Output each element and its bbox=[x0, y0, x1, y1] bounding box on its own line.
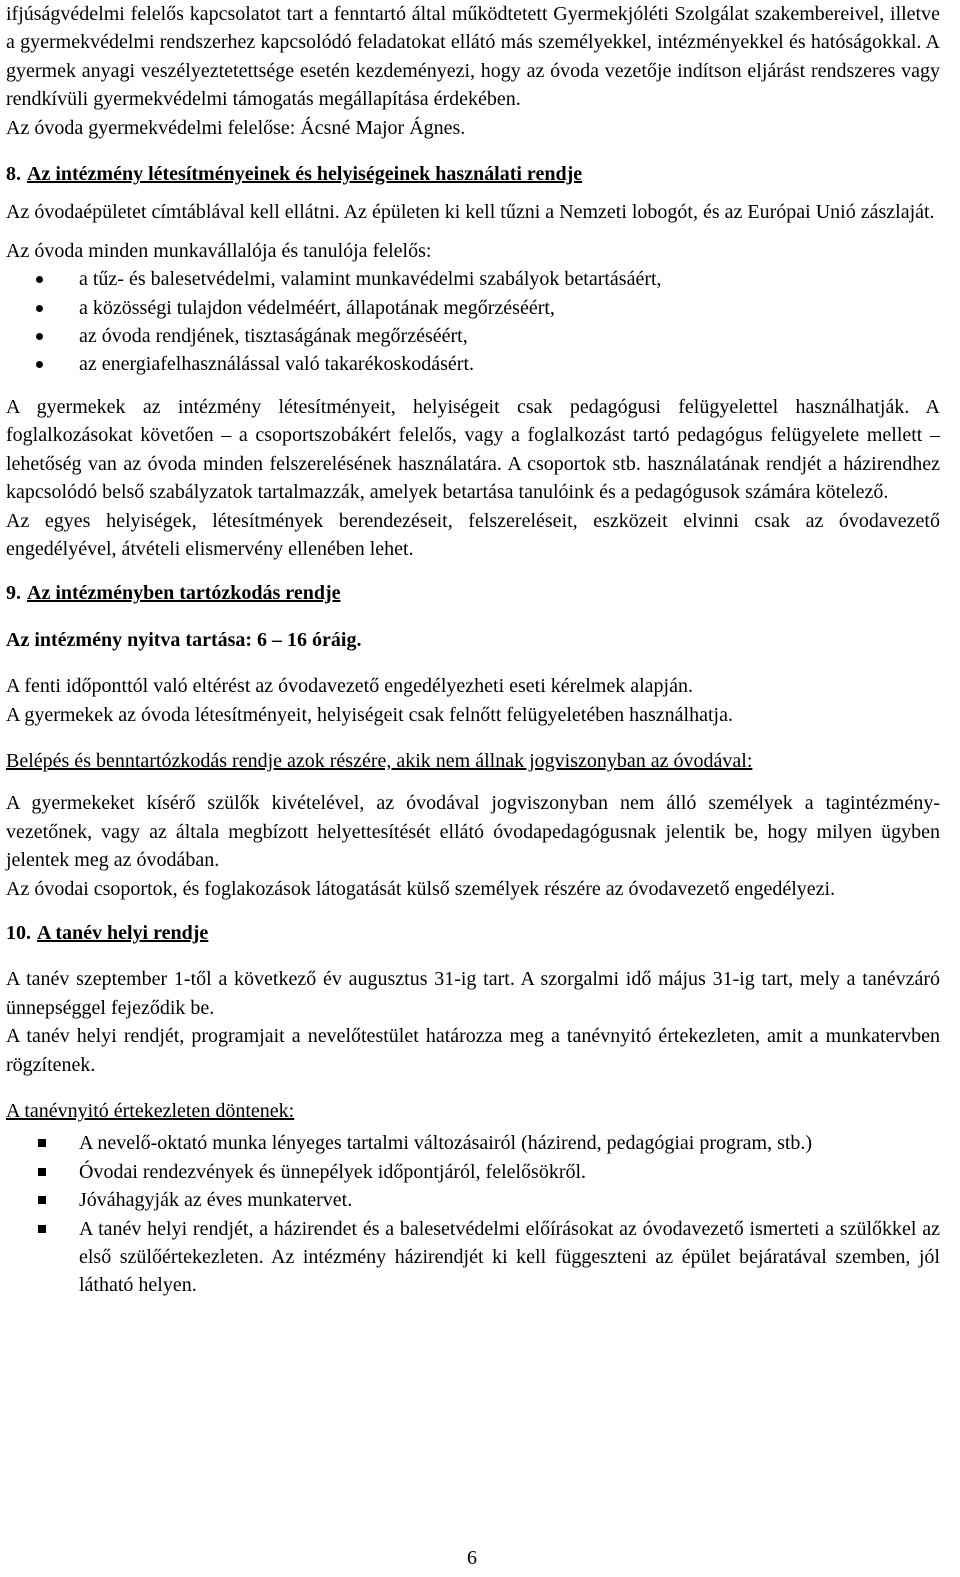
section-8-paragraph-4: Az egyes helyiségek, létesítmények berendezéseit, felszereléseit, eszközeit elvinni csak az óvodavezető engedélyével, átvételi elismervény ellenében lehet. bbox=[6, 509, 940, 560]
section-10-title: A tanév helyi rendje bbox=[37, 921, 209, 944]
child-protection-officer: Az óvoda gyermekvédelmi felelőse: Ácsné Major Ágnes. bbox=[6, 116, 466, 139]
list-item: Jóváhagyják az éves munkatervet. bbox=[6, 1186, 940, 1214]
section-10-subheading: A tanévnyitó értekezleten döntenek: bbox=[6, 1100, 295, 1122]
section-9-subheading: Belépés és benntartózkodás rendje azok részére, akik nem állnak jogviszonyban az óvodával: bbox=[6, 749, 753, 772]
section-8-paragraph-2: Az óvoda minden munkavállalója és tanulója felelős: bbox=[6, 239, 432, 262]
section-9-paragraph-1: A fenti időponttól való eltérést az óvodavezető engedélyezheti eseti kérelmek alapján. bbox=[6, 675, 693, 698]
section-10-paragraph-1: A tanév szeptember 1-től a következő év augusztus 31-ig tart. A szorgalmi idő május 31-ig tart, mely a tanévzáró ünnepséggel fejeződik be. bbox=[6, 968, 940, 1019]
section-9-title: Az intézményben tartózkodás rendje bbox=[27, 582, 341, 605]
intro-paragraph: ifjúságvédelmi felelős kapcsolatot tart a fenntartó által működtetett Gyermekjóléti Szolgálat szakembereivel, illetve a gyermekvédelmi rendszerhez kapcsolódó feladatokat ellátó más személyekkel, intézményekkel és hatóságokkal. A gyermek anyagi veszélyeztetettsége esetén kezdeményezi, hogy az óvoda vezetője indítson eljárást rendszeres vagy rendkívüli gyermekvédelmi támogatás megállapítása érdekében. bbox=[6, 3, 940, 111]
list-item: az óvoda rendjének, tisztaságának megőrzéséért, bbox=[6, 322, 940, 350]
section-9-paragraph-4: Az óvodai csoportok, és foglakozások látogatását külső személyek részére az óvodavezető engedélyezi. bbox=[6, 877, 836, 900]
section-10-paragraph-2: A tanév helyi rendjét, programjait a nevelőtestület határozza meg a tanévnyitó értekezleten, amit a munkatervben rögzítenek. bbox=[6, 1025, 940, 1076]
section-9-paragraph-2: A gyermekek az óvoda létesítményeit, helyiségeit csak felnőtt felügyeletében használhatja. bbox=[6, 703, 733, 726]
section-10-heading bbox=[6, 919, 940, 947]
list-item: a közösségi tulajdon védelméért, állapotának megőrzéséért, bbox=[6, 294, 940, 322]
bullet-icon bbox=[36, 333, 43, 340]
list-item: az energiafelhasználással való takarékoskodásért. bbox=[6, 350, 940, 378]
section-10-number: 10. bbox=[6, 921, 31, 944]
bullet-icon bbox=[36, 361, 43, 368]
responsibility-list bbox=[6, 265, 940, 379]
section-8-number: 8. bbox=[6, 163, 21, 186]
section-8-title: Az intézmény létesítményeinek és helyiségeinek használati rendje bbox=[27, 163, 583, 186]
list-item: a tűz- és balesetvédelmi, valamint munkavédelmi szabályok betartásáért, bbox=[6, 265, 940, 293]
bullet-icon bbox=[36, 305, 43, 312]
square-bullet-icon bbox=[38, 1196, 46, 1204]
opening-hours: Az intézmény nyitva tartása: 6 – 16 óráig. bbox=[6, 628, 362, 651]
section-8-heading bbox=[6, 160, 940, 188]
list-item: A nevelő-oktató munka lényeges tartalmi változásairól (házirend, pedagógiai program, stb.) bbox=[6, 1129, 940, 1157]
section-9-paragraph-3: A gyermekeket kísérő szülők kivételével, az óvodával jogviszonyban nem álló személyek a tagintézmény-vezetőnek, vagy az általa megbízott helyettesítését ellátó óvodapedagógusnak jelentik be, hogy milyen ügyben jelentek meg az óvodában. bbox=[6, 792, 940, 872]
list-item: Óvodai rendezvények és ünnepélyek időpontjáról, felelősökről. bbox=[6, 1158, 940, 1186]
section-8-paragraph-1: Az óvodaépületet címtáblával kell ellátni. Az épületen ki kell tűzni a Nemzeti lobogót, és az Európai Unió zászlaját. bbox=[6, 201, 935, 224]
bullet-icon bbox=[36, 276, 43, 283]
square-bullet-icon bbox=[38, 1225, 46, 1233]
decision-list bbox=[6, 1129, 940, 1299]
list-item: A tanév helyi rendjét, a házirendet és a balesetvédelmi előírásokat az óvodavezető ismerteti a szülőkkel az első szülőértekezleten. Az intézmény házirendjét ki kell függeszteni az épület bejáratával szemben, jól látható helyen. bbox=[6, 1215, 940, 1300]
page-number: 6 bbox=[467, 1547, 477, 1569]
square-bullet-icon bbox=[38, 1168, 46, 1176]
section-9-number: 9. bbox=[6, 582, 21, 605]
section-9-heading bbox=[6, 579, 940, 607]
square-bullet-icon bbox=[38, 1139, 46, 1147]
section-8-paragraph-3: A gyermekek az intézmény létesítményeit, helyiségeit csak pedagógusi felügyelettel használhatják. A foglalkozásokat követően – a csoportszobákért felelős, vagy a foglalkozást tartó pedagógus felügyelete mellett – lehetőség van az óvoda minden felszerelésének használatára. A csoportok stb. használatának rendjét a házirendhez kapcsolódó belső szabályzatok tartalmazzák, amelyek betartása tanulóink és a pedagógusok számára kötelező. bbox=[6, 395, 940, 504]
